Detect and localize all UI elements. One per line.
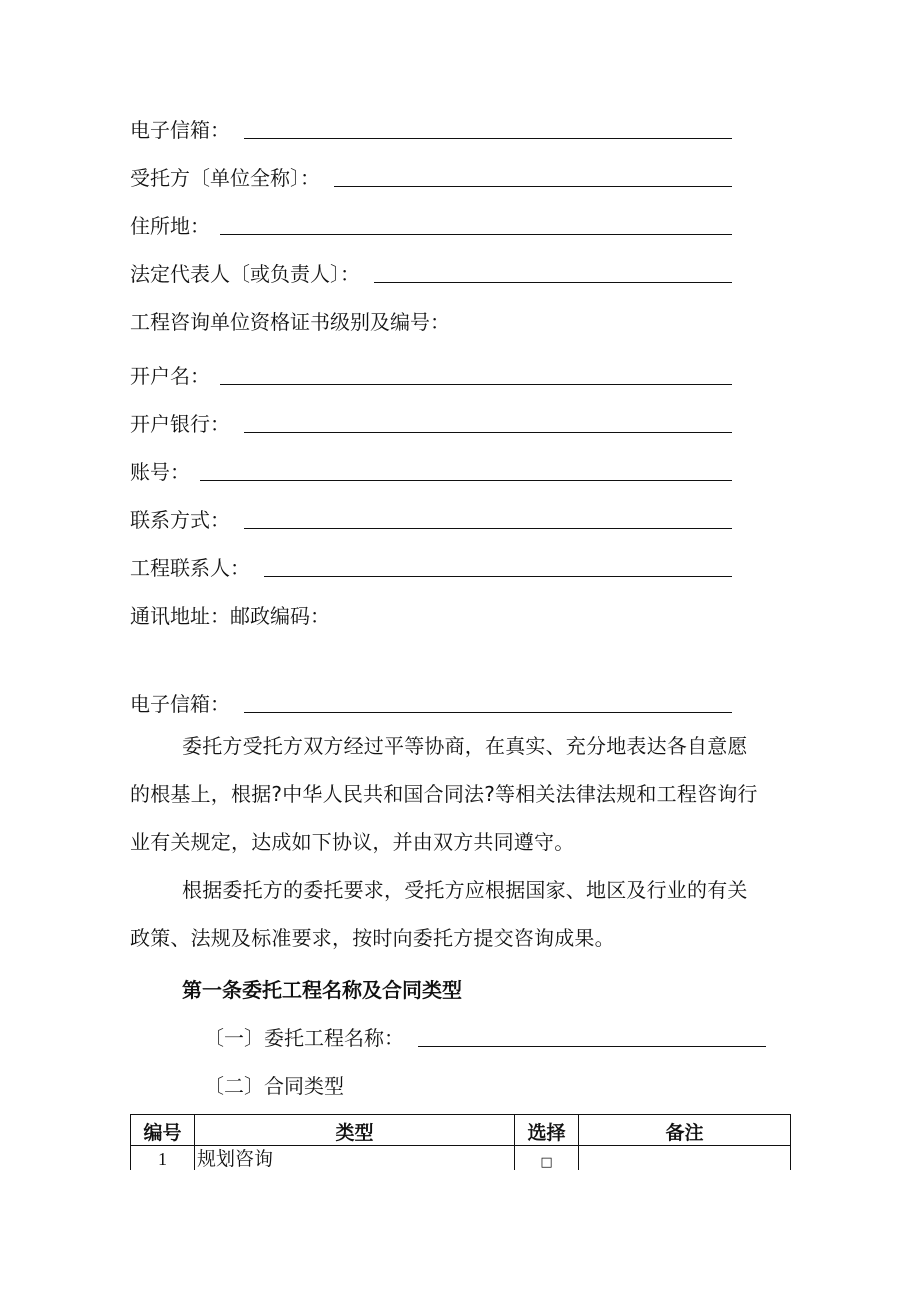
contact-method-row [130,500,732,532]
project-contact-label: 工程联系人： [130,556,250,580]
trustee-name-label: 受托方〔单位全称〕： [130,166,320,190]
email-field-row [130,110,732,142]
residence-row [130,206,732,238]
bank-label: 开户银行： [130,412,230,436]
row-number: 1 [131,1146,195,1177]
header-note: 备注 [579,1115,791,1146]
account-number-row [130,452,732,484]
account-name-row [130,356,732,388]
row-type: 规划咨询 [195,1146,515,1177]
table-header-row [131,1115,791,1146]
project-contact-row [130,548,732,580]
legal-rep-label: 法定代表人〔或负责人〕： [130,262,360,286]
account-name-label: 开户名： [130,364,210,388]
trustee-name-blank-line[interactable] [334,186,732,187]
agreement-paragraph [130,722,792,866]
paragraph-line: 政策、法规及标准要求，按时向委托方提交咨询成果。 [130,926,615,950]
contact-method-label: 联系方式： [130,508,230,532]
email-label: 电子信箱： [130,118,230,142]
project-name-row [204,1026,766,1050]
qualification-label: 工程咨询单位资格证书级别及编号： [130,310,450,334]
bank-row [130,404,732,436]
bank-blank-line[interactable] [244,432,732,433]
article-1-heading: 第一条委托工程名称及合同类型 [182,978,462,1002]
project-name-blank-line[interactable] [418,1046,766,1047]
header-type: 类型 [195,1115,515,1146]
paragraph-line: 业有关规定，达成如下协议，并由双方共同遵守。 [130,830,575,854]
contract-type-table [130,1114,791,1177]
account-number-blank-line[interactable] [200,480,732,481]
paragraph-line: 的根基上，根据?中华人民共和国合同法?等相关法律法规和工程咨询行 [130,782,758,806]
row-select-checkbox[interactable]: □ [515,1146,579,1177]
qualification-row [130,302,732,334]
address-row [130,596,732,628]
header-number: 编号 [131,1115,195,1146]
legal-rep-blank-line[interactable] [374,282,732,283]
project-name-label: 〔一〕委托工程名称： [204,1026,404,1050]
requirement-paragraph [130,866,792,962]
legal-rep-row [130,254,732,286]
email-field-row-2 [130,684,732,716]
account-number-label: 账号： [130,460,190,484]
email-blank-line[interactable] [244,138,732,139]
residence-blank-line[interactable] [220,234,732,235]
contract-type-label: 〔二〕合同类型 [204,1074,344,1098]
email-label-2: 电子信箱： [130,692,230,716]
email-blank-line-2[interactable] [244,712,732,713]
header-select: 选择 [515,1115,579,1146]
page-cutoff [0,1170,920,1301]
paragraph-line: 根据委托方的委托要求，受托方应根据国家、地区及行业的有关 [182,878,748,902]
paragraph-line: 委托方受托方双方经过平等协商，在真实、充分地表达各自意愿 [182,734,748,758]
address-label: 通讯地址：邮政编码： [130,604,330,628]
account-name-blank-line[interactable] [220,384,732,385]
trustee-name-row [130,158,732,190]
residence-label: 住所地： [130,214,210,238]
project-contact-blank-line[interactable] [264,576,732,577]
contact-method-blank-line[interactable] [244,528,732,529]
